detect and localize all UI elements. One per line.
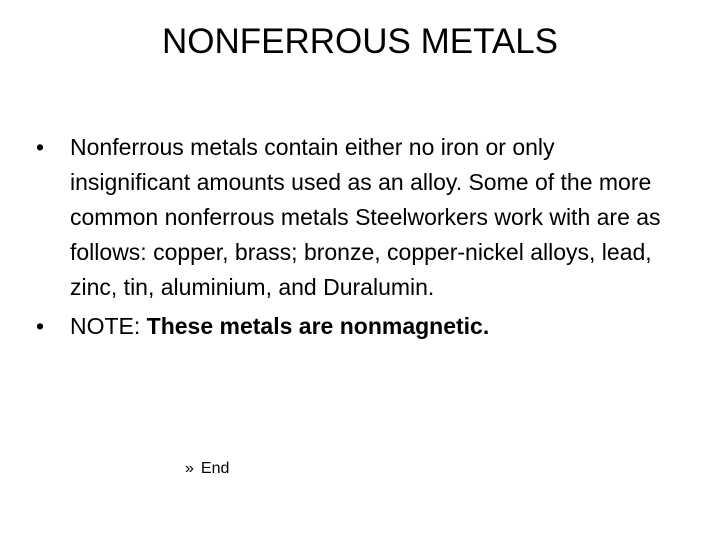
bullet-item-description <box>36 130 676 305</box>
sub-note-text: End <box>200 460 230 477</box>
note-bold-text: These metals are nonmagnetic. <box>146 313 490 339</box>
bullet-marker: • <box>36 313 45 339</box>
sub-note <box>185 458 229 480</box>
sub-note-marker: » <box>185 460 194 477</box>
bullet-item-note <box>36 309 676 344</box>
bullet-list <box>36 130 676 348</box>
bullet-marker: • <box>36 134 45 160</box>
bullet-text: Nonferrous metals contain either no iron or only insignificant amounts used as an alloy. Some of the more common nonferrous metals Steelworkers work with are as follows: copper, brass; bronze, copper-nickel alloys, lead, zinc, tin, aluminium, and Duralumin. <box>70 134 661 300</box>
note-prefix: NOTE: <box>70 313 147 339</box>
slide-title: NONFERROUS METALS <box>161 22 559 61</box>
